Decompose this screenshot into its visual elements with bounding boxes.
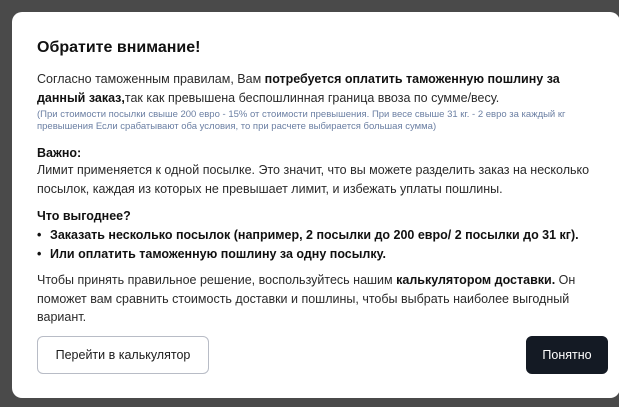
list-item-text: Или оплатить таможенную пошлину за одну посылку. <box>50 247 386 261</box>
customs-duty-dialog <box>12 12 619 398</box>
important-text: Лимит применяется к одной посылке. Это значит, что вы можете разделить заказ на несколько посылок, каждая из которых не превышает лимит, и избежать уплаты пошлины. <box>37 163 590 196</box>
advice-paragraph <box>37 271 607 327</box>
list-item <box>37 226 579 245</box>
benefit-list <box>37 226 579 264</box>
bullet-marker: • <box>37 247 42 261</box>
intro-text-bold: потребуется оплатить таможенную пошлину за данный заказ, <box>37 72 560 105</box>
list-item-text: Заказать несколько посылок (например, 2 посылки до 200 евро/ 2 посылки до 31 кг). <box>50 228 579 242</box>
go-to-calculator-button[interactable]: Перейти в калькулятор <box>37 336 209 374</box>
intro-text-end: так как превышена беспошлинная граница ввоза по сумме/весу. <box>124 90 500 105</box>
ok-button[interactable]: Понятно <box>526 336 608 374</box>
dialog-title: Обратите внимание! <box>37 39 201 56</box>
bullet-marker: • <box>37 228 42 242</box>
benefit-heading: Что выгоднее? <box>37 209 131 223</box>
advice-text-start: Чтобы принять правильное решение, воспользуйтесь нашим <box>37 273 397 287</box>
advice-text-end: Он поможет вам сравнить стоимость доставки и пошлины, чтобы выбрать наиболее выгодный вариант. <box>37 273 576 324</box>
important-heading: Важно: <box>37 146 82 160</box>
duty-rate-note: (При стоимости посылки свыше 200 евро - 15% от стоимости превышения. При весе свыше 31 кг. - 2 евро за каждый кг превышения Если срабатывают оба условия, то при расчете выбирается большая сумма) <box>37 109 566 132</box>
list-item <box>37 245 579 264</box>
advice-text-bold: калькулятором доставки. <box>396 273 556 287</box>
intro-paragraph <box>37 70 607 107</box>
intro-text-start: Согласно таможенным правилам, Вам <box>37 72 265 86</box>
